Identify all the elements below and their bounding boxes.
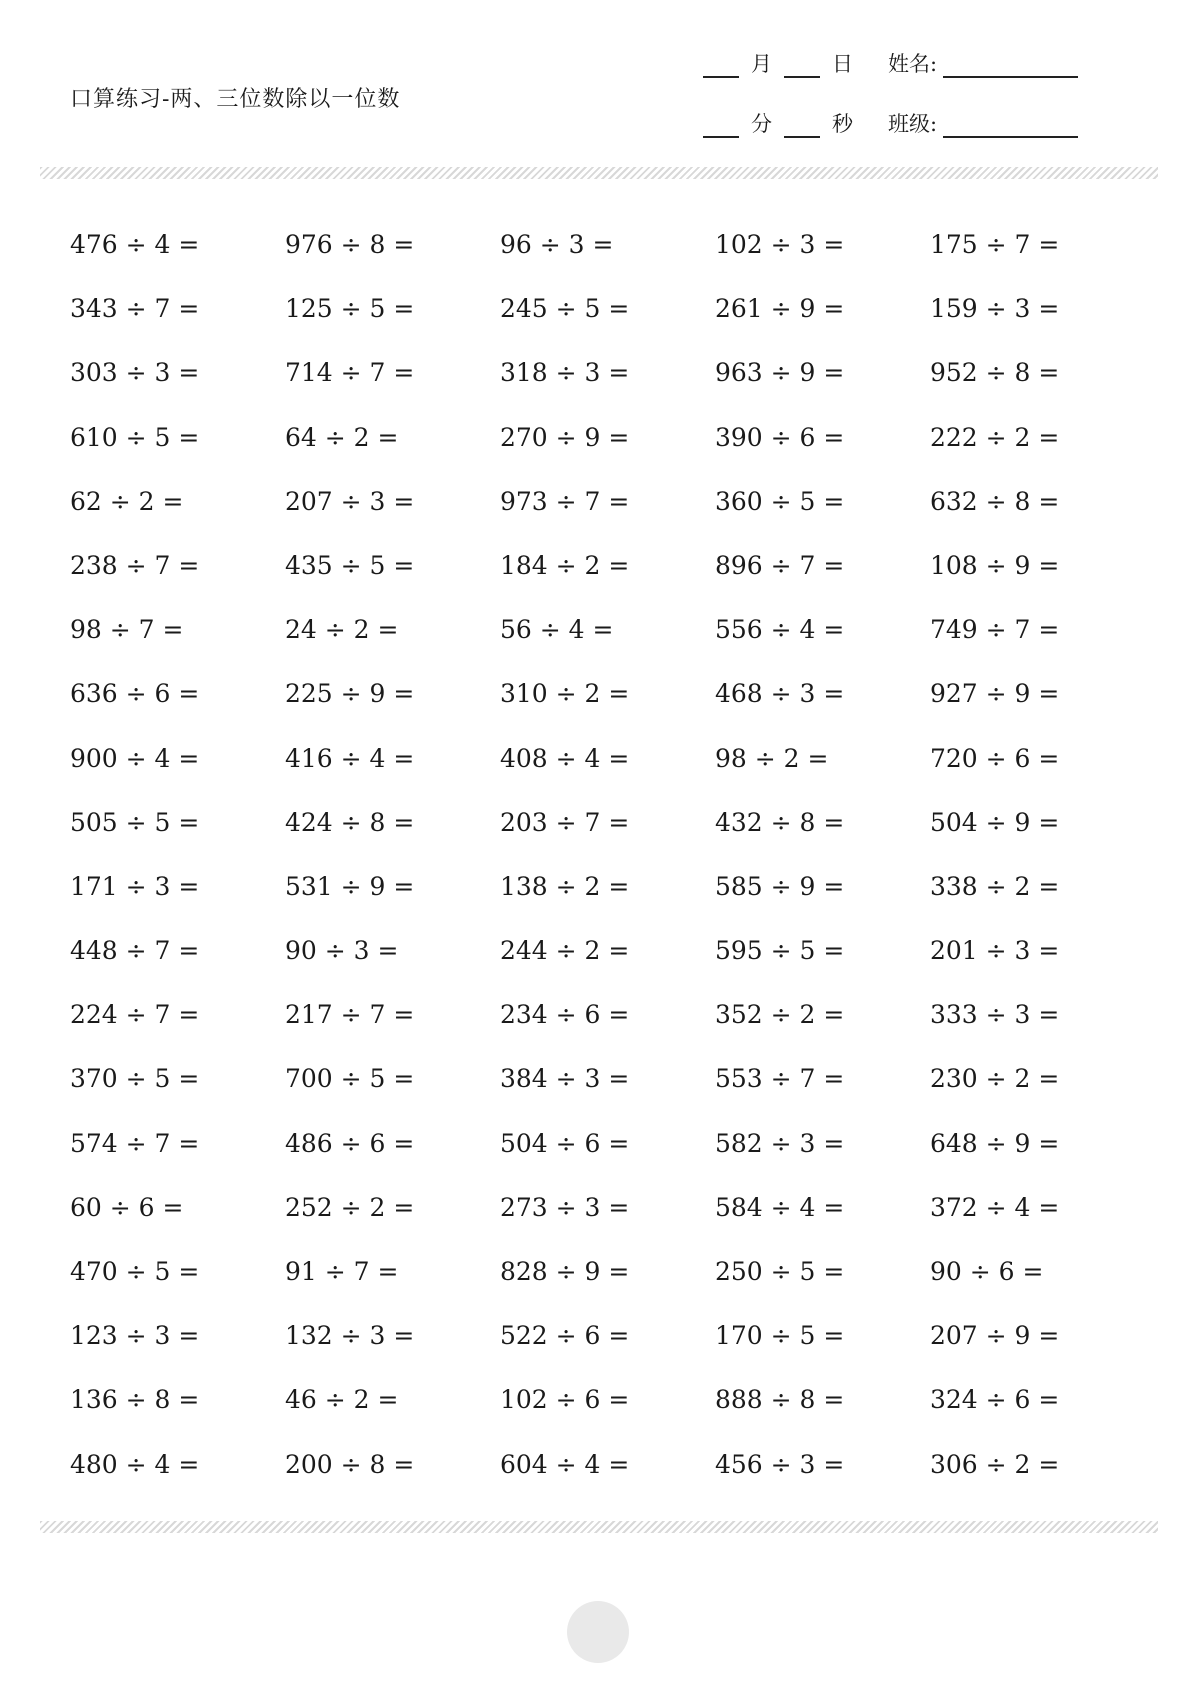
division-problem: 203 ÷ 7 = — [500, 807, 630, 837]
division-problem: 310 ÷ 2 = — [500, 679, 630, 709]
division-problem: 749 ÷ 7 = — [930, 615, 1060, 645]
division-problem: 125 ÷ 5 = — [285, 294, 415, 324]
division-problem: 60 ÷ 6 = — [70, 1192, 184, 1222]
division-problem: 24 ÷ 2 = — [285, 615, 399, 645]
division-problem: 470 ÷ 5 = — [70, 1257, 200, 1286]
division-problem: 343 ÷ 7 = — [70, 294, 200, 324]
minute-blank[interactable] — [703, 118, 739, 138]
division-problem: 46 ÷ 2 = — [285, 1385, 399, 1415]
division-problem: 252 ÷ 2 = — [285, 1192, 415, 1222]
division-problem: 102 ÷ 3 = — [715, 230, 845, 259]
division-problem: 132 ÷ 3 = — [285, 1321, 415, 1351]
class-field — [888, 108, 1078, 138]
division-problem: 522 ÷ 6 = — [500, 1321, 630, 1351]
month-label: 月 — [751, 52, 772, 76]
division-problem: 384 ÷ 3 = — [500, 1064, 630, 1094]
division-problem: 556 ÷ 4 = — [715, 615, 845, 645]
division-problem: 207 ÷ 9 = — [930, 1321, 1060, 1351]
division-problem: 632 ÷ 8 = — [930, 486, 1060, 516]
division-problem: 352 ÷ 2 = — [715, 1000, 845, 1030]
division-problem: 171 ÷ 3 = — [70, 871, 200, 901]
division-problem: 170 ÷ 5 = — [715, 1321, 845, 1351]
division-problem: 468 ÷ 3 = — [715, 679, 845, 709]
division-problem: 714 ÷ 7 = — [285, 358, 415, 388]
division-problem: 230 ÷ 2 = — [930, 1064, 1060, 1094]
division-problem: 952 ÷ 8 = — [930, 358, 1060, 388]
division-problem: 424 ÷ 8 = — [285, 807, 415, 837]
division-problem: 531 ÷ 9 = — [285, 871, 415, 901]
second-label: 秒 — [832, 112, 853, 136]
second-blank[interactable] — [784, 118, 820, 138]
division-problem: 108 ÷ 9 = — [930, 550, 1060, 580]
division-problem: 574 ÷ 7 = — [70, 1128, 200, 1158]
division-problem: 370 ÷ 5 = — [70, 1064, 200, 1094]
division-problem: 250 ÷ 5 = — [715, 1257, 845, 1286]
division-problem: 456 ÷ 3 = — [715, 1449, 845, 1479]
division-problem: 504 ÷ 6 = — [500, 1128, 630, 1158]
division-problem: 504 ÷ 9 = — [930, 807, 1060, 837]
division-problem: 217 ÷ 7 = — [285, 1000, 415, 1030]
name-field — [888, 48, 1078, 78]
division-problem: 238 ÷ 7 = — [70, 550, 200, 580]
division-problem: 700 ÷ 5 = — [285, 1064, 415, 1094]
division-problem: 318 ÷ 3 = — [500, 358, 630, 388]
division-problem: 56 ÷ 4 = — [500, 615, 614, 645]
day-label: 日 — [832, 52, 853, 76]
division-problem: 62 ÷ 2 = — [70, 486, 184, 516]
division-problem: 303 ÷ 3 = — [70, 358, 200, 388]
date-field — [703, 48, 853, 78]
division-problem: 90 ÷ 3 = — [285, 936, 399, 966]
division-problem: 390 ÷ 6 = — [715, 422, 845, 452]
division-problem: 91 ÷ 7 = — [285, 1257, 399, 1286]
division-problem: 138 ÷ 2 = — [500, 871, 630, 901]
page-number-badge — [567, 1601, 629, 1663]
division-problem: 416 ÷ 4 = — [285, 743, 415, 773]
division-problem: 648 ÷ 9 = — [930, 1128, 1060, 1158]
division-problem: 480 ÷ 4 = — [70, 1449, 200, 1479]
division-problem: 448 ÷ 7 = — [70, 936, 200, 966]
division-problem: 222 ÷ 2 = — [930, 422, 1060, 452]
division-problem: 270 ÷ 9 = — [500, 422, 630, 452]
division-problem: 273 ÷ 3 = — [500, 1192, 630, 1222]
division-problem: 98 ÷ 2 = — [715, 743, 829, 773]
division-problem: 261 ÷ 9 = — [715, 294, 845, 324]
division-problem: 720 ÷ 6 = — [930, 743, 1060, 773]
division-problem: 976 ÷ 8 = — [285, 230, 415, 259]
division-problem: 333 ÷ 3 = — [930, 1000, 1060, 1030]
division-problem: 927 ÷ 9 = — [930, 679, 1060, 709]
division-problem: 408 ÷ 4 = — [500, 743, 630, 773]
division-problem: 175 ÷ 7 = — [930, 230, 1060, 259]
division-problem: 123 ÷ 3 = — [70, 1321, 200, 1351]
division-problem: 225 ÷ 9 = — [285, 679, 415, 709]
division-problem: 207 ÷ 3 = — [285, 486, 415, 516]
division-problem: 900 ÷ 4 = — [70, 743, 200, 773]
class-blank[interactable] — [943, 118, 1078, 138]
month-blank[interactable] — [703, 58, 739, 78]
division-problem: 96 ÷ 3 = — [500, 230, 614, 259]
division-problem: 136 ÷ 8 = — [70, 1385, 200, 1415]
division-problem: 963 ÷ 9 = — [715, 358, 845, 388]
bottom-divider — [40, 1521, 1158, 1533]
minute-label: 分 — [751, 112, 772, 136]
division-problem: 224 ÷ 7 = — [70, 1000, 200, 1030]
division-problem: 486 ÷ 6 = — [285, 1128, 415, 1158]
division-problem: 604 ÷ 4 = — [500, 1449, 630, 1479]
name-label: 姓名: — [888, 52, 938, 76]
division-problem: 505 ÷ 5 = — [70, 807, 200, 837]
division-problem: 888 ÷ 8 = — [715, 1385, 845, 1415]
time-field — [703, 108, 853, 138]
division-problem: 324 ÷ 6 = — [930, 1385, 1060, 1415]
division-problem: 159 ÷ 3 = — [930, 294, 1060, 324]
division-problem: 595 ÷ 5 = — [715, 936, 845, 966]
division-problem: 64 ÷ 2 = — [285, 422, 399, 452]
division-problem: 102 ÷ 6 = — [500, 1385, 630, 1415]
division-problem: 201 ÷ 3 = — [930, 936, 1060, 966]
division-problem: 828 ÷ 9 = — [500, 1257, 630, 1286]
top-divider — [40, 167, 1158, 179]
division-problem: 234 ÷ 6 = — [500, 1000, 630, 1030]
division-problem: 553 ÷ 7 = — [715, 1064, 845, 1094]
division-problem: 372 ÷ 4 = — [930, 1192, 1060, 1222]
division-problem: 435 ÷ 5 = — [285, 550, 415, 580]
division-problem: 476 ÷ 4 = — [70, 230, 200, 259]
division-problem: 245 ÷ 5 = — [500, 294, 630, 324]
division-problem: 584 ÷ 4 = — [715, 1192, 845, 1222]
division-problem: 338 ÷ 2 = — [930, 871, 1060, 901]
division-problem: 896 ÷ 7 = — [715, 550, 845, 580]
division-problem: 585 ÷ 9 = — [715, 871, 845, 901]
problem-grid — [70, 225, 1145, 1509]
division-problem: 432 ÷ 8 = — [715, 807, 845, 837]
division-problem: 636 ÷ 6 = — [70, 679, 200, 709]
name-blank[interactable] — [943, 58, 1078, 78]
division-problem: 244 ÷ 2 = — [500, 936, 630, 966]
worksheet-title: 口算练习-两、三位数除以一位数 — [70, 87, 401, 112]
class-label: 班级: — [888, 112, 938, 136]
division-problem: 360 ÷ 5 = — [715, 486, 845, 516]
division-problem: 582 ÷ 3 = — [715, 1128, 845, 1158]
division-problem: 90 ÷ 6 = — [930, 1257, 1044, 1286]
division-problem: 306 ÷ 2 = — [930, 1449, 1060, 1479]
division-problem: 610 ÷ 5 = — [70, 422, 200, 452]
division-problem: 184 ÷ 2 = — [500, 550, 630, 580]
division-problem: 973 ÷ 7 = — [500, 486, 630, 516]
division-problem: 98 ÷ 7 = — [70, 615, 184, 645]
division-problem: 200 ÷ 8 = — [285, 1449, 415, 1479]
day-blank[interactable] — [784, 58, 820, 78]
